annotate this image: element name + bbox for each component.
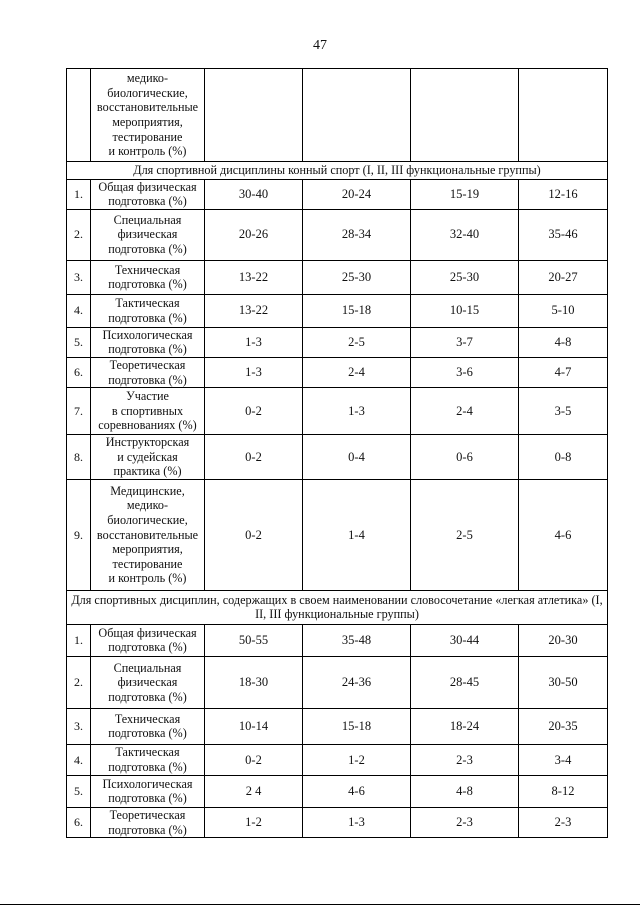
value-cell [205, 69, 303, 162]
row-number: 6. [67, 357, 91, 387]
value-cell: 2-3 [411, 807, 519, 837]
value-cell: 1-3 [303, 807, 411, 837]
row-name: Медицинские, медико- биологические, восстановительные мероприятия, тестирование и контроль (%) [91, 479, 205, 590]
table-row [67, 775, 608, 807]
table-row-continued [67, 69, 608, 162]
row-number: 2. [67, 209, 91, 260]
value-cell: 2-5 [411, 479, 519, 590]
value-cell: 8-12 [519, 775, 608, 807]
table-row [67, 327, 608, 357]
value-cell: 18-30 [205, 656, 303, 708]
value-cell: 35-46 [519, 209, 608, 260]
row-name: Техническая подготовка (%) [91, 708, 205, 744]
row-name: Теоретическая подготовка (%) [91, 807, 205, 837]
row-number: 5. [67, 775, 91, 807]
value-cell: 2-5 [303, 327, 411, 357]
row-number: 6. [67, 807, 91, 837]
table-row [67, 624, 608, 656]
row-number: 5. [67, 327, 91, 357]
value-cell: 28-34 [303, 209, 411, 260]
value-cell: 15-19 [411, 179, 519, 209]
value-cell: 4-7 [519, 357, 608, 387]
value-cell: 4-6 [519, 479, 608, 590]
row-name: Общая физическая подготовка (%) [91, 179, 205, 209]
value-cell: 0-4 [303, 435, 411, 480]
value-cell: 0-2 [205, 388, 303, 435]
row-name: Инструкторская и судейская практика (%) [91, 435, 205, 480]
table-row [67, 357, 608, 387]
section-header-row [67, 590, 608, 624]
table-row [67, 479, 608, 590]
value-cell: 13-22 [205, 260, 303, 294]
row-number: 8. [67, 435, 91, 480]
section-header-row [67, 162, 608, 180]
value-cell: 4-8 [411, 775, 519, 807]
value-cell: 25-30 [303, 260, 411, 294]
value-cell: 30-40 [205, 179, 303, 209]
row-name: Психологическая подготовка (%) [91, 775, 205, 807]
value-cell: 3-6 [411, 357, 519, 387]
value-cell: 3-5 [519, 388, 608, 435]
value-cell: 5-10 [519, 294, 608, 327]
table-row [67, 179, 608, 209]
value-cell: 2-3 [519, 807, 608, 837]
value-cell: 30-44 [411, 624, 519, 656]
value-cell: 20-27 [519, 260, 608, 294]
row-name: Тактическая подготовка (%) [91, 744, 205, 775]
row-number: 2. [67, 656, 91, 708]
row-name: Теоретическая подготовка (%) [91, 357, 205, 387]
row-name: Общая физическая подготовка (%) [91, 624, 205, 656]
value-cell: 0-2 [205, 435, 303, 480]
value-cell: 10-15 [411, 294, 519, 327]
value-cell: 1-2 [205, 807, 303, 837]
value-cell: 0-2 [205, 744, 303, 775]
value-cell: 13-22 [205, 294, 303, 327]
value-cell: 28-45 [411, 656, 519, 708]
value-cell: 2 4 [205, 775, 303, 807]
value-cell: 20-24 [303, 179, 411, 209]
value-cell [303, 69, 411, 162]
row-name: медико- биологические, восстановительные мероприятия, тестирование и контроль (%) [91, 69, 205, 162]
row-name: Тактическая подготовка (%) [91, 294, 205, 327]
row-name: Техническая подготовка (%) [91, 260, 205, 294]
value-cell: 0-8 [519, 435, 608, 480]
row-number: 1. [67, 179, 91, 209]
value-cell: 15-18 [303, 294, 411, 327]
value-cell: 20-26 [205, 209, 303, 260]
row-number: 4. [67, 294, 91, 327]
value-cell [411, 69, 519, 162]
row-number: 4. [67, 744, 91, 775]
value-cell: 20-35 [519, 708, 608, 744]
page-number: 47 [313, 38, 327, 53]
value-cell: 25-30 [411, 260, 519, 294]
value-cell: 2-4 [411, 388, 519, 435]
value-cell: 3-4 [519, 744, 608, 775]
value-cell: 1-4 [303, 479, 411, 590]
value-cell [519, 69, 608, 162]
value-cell: 2-3 [411, 744, 519, 775]
value-cell: 0-6 [411, 435, 519, 480]
value-cell: 1-3 [205, 327, 303, 357]
value-cell: 0-2 [205, 479, 303, 590]
row-number: 7. [67, 388, 91, 435]
value-cell: 12-16 [519, 179, 608, 209]
row-name: Участие в спортивных соревнованиях (%) [91, 388, 205, 435]
section-title: Для спортивных дисциплин, содержащих в своем наименовании словосочетание «легкая атлетика» (I, II, III функциональные группы) [67, 590, 608, 624]
table-row [67, 807, 608, 837]
value-cell: 4-8 [519, 327, 608, 357]
row-number: 9. [67, 479, 91, 590]
table-row [67, 435, 608, 480]
table-body [67, 69, 608, 838]
table-row [67, 708, 608, 744]
value-cell: 3-7 [411, 327, 519, 357]
row-name: Психологическая подготовка (%) [91, 327, 205, 357]
row-number: 1. [67, 624, 91, 656]
value-cell: 24-36 [303, 656, 411, 708]
value-cell: 1-3 [205, 357, 303, 387]
table-row [67, 260, 608, 294]
value-cell: 10-14 [205, 708, 303, 744]
value-cell: 20-30 [519, 624, 608, 656]
row-name: Специальная физическая подготовка (%) [91, 209, 205, 260]
value-cell: 30-50 [519, 656, 608, 708]
table-row [67, 294, 608, 327]
value-cell: 4-6 [303, 775, 411, 807]
value-cell: 15-18 [303, 708, 411, 744]
row-number: 3. [67, 708, 91, 744]
row-name: Специальная физическая подготовка (%) [91, 656, 205, 708]
table-row [67, 388, 608, 435]
row-number [67, 69, 91, 162]
value-cell: 32-40 [411, 209, 519, 260]
value-cell: 18-24 [411, 708, 519, 744]
row-number: 3. [67, 260, 91, 294]
value-cell: 2-4 [303, 357, 411, 387]
table-row [67, 744, 608, 775]
section-title: Для спортивной дисциплины конный спорт (I, II, III функциональные группы) [67, 162, 608, 180]
value-cell: 1-3 [303, 388, 411, 435]
training-ratio-table [66, 68, 608, 838]
value-cell: 35-48 [303, 624, 411, 656]
value-cell: 1-2 [303, 744, 411, 775]
table-row [67, 209, 608, 260]
value-cell: 50-55 [205, 624, 303, 656]
table-row [67, 656, 608, 708]
